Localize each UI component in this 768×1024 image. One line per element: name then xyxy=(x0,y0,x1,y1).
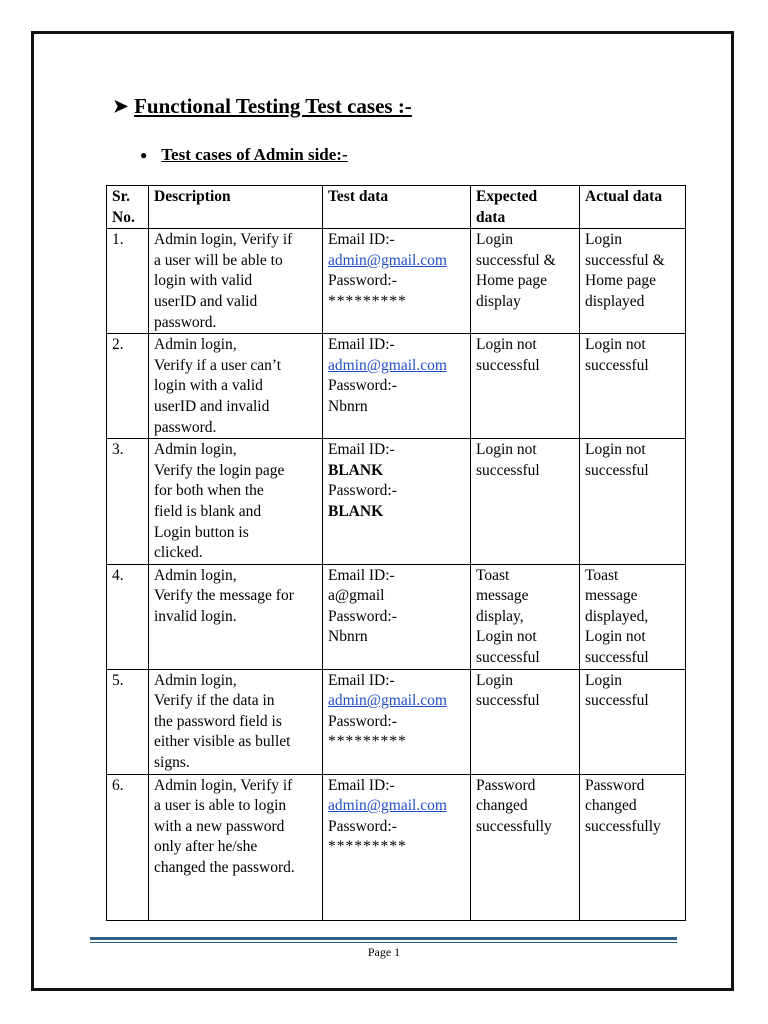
subsection-heading xyxy=(140,145,348,165)
table-header-row xyxy=(107,186,686,229)
arrow-bullet-icon: ➤ xyxy=(113,96,129,116)
table-row xyxy=(107,229,686,334)
email-link[interactable]: admin@gmail.com xyxy=(328,797,447,815)
cell-expected-data: Password changed successfully xyxy=(471,774,580,920)
cell-actual-data: Login not successful xyxy=(580,439,686,565)
table-row xyxy=(107,334,686,439)
cell-test-data: Email ID:- admin@gmail.com Password:- ********* xyxy=(323,669,471,774)
section-heading xyxy=(113,94,412,119)
cell-expected-data: Login successful xyxy=(471,669,580,774)
cell-expected-data: Login not successful xyxy=(471,439,580,565)
cell-description: Admin login, Verify if a user is able to login with a new password only after he/she changed the password. xyxy=(149,774,323,920)
cell-description: Admin login, Verify the message for invalid login. xyxy=(149,564,323,669)
masked-password: ********* xyxy=(328,733,407,751)
cell-test-data: Email ID:- BLANK Password:- BLANK xyxy=(323,439,471,565)
email-link[interactable]: admin@gmail.com xyxy=(328,251,447,269)
cell-actual-data: Login successful & Home page displayed xyxy=(580,229,686,334)
test-cases-table xyxy=(106,185,686,921)
cell-sr-no: 3. xyxy=(107,439,149,565)
cell-expected-data: Login not successful xyxy=(471,334,580,439)
cell-test-data: Email ID:- admin@gmail.com Password:- Nbnrn xyxy=(323,334,471,439)
footer-divider-thick xyxy=(90,937,677,940)
page-number: Page 1 xyxy=(367,945,401,959)
email-link[interactable]: admin@gmail.com xyxy=(328,692,447,710)
header-actual-data: Actual data xyxy=(580,186,686,229)
footer-divider-thin xyxy=(90,942,677,943)
cell-test-data: Email ID:- admin@gmail.com Password:- ********* xyxy=(323,774,471,920)
cell-description: Admin login, Verify the login page for both when the field is blank and Login button is clicked. xyxy=(149,439,323,565)
cell-test-data: Email ID:- a@gmail Password:- Nbnrn xyxy=(323,564,471,669)
header-sr-no: Sr. No. xyxy=(107,186,149,229)
header-expected-data: Expected data xyxy=(471,186,580,229)
table-row xyxy=(107,774,686,920)
cell-actual-data: Toast message displayed, Login not successful xyxy=(580,564,686,669)
cell-test-data: Email ID:- admin@gmail.com Password:- ********* xyxy=(323,229,471,334)
cell-description: Admin login, Verify if a user can’t login with a valid userID and invalid password. xyxy=(149,334,323,439)
masked-password: ********* xyxy=(328,292,407,310)
cell-expected-data: Toast message display, Login not successful xyxy=(471,564,580,669)
cell-actual-data: Login not successful xyxy=(580,334,686,439)
cell-sr-no: 5. xyxy=(107,669,149,774)
cell-expected-data: Login successful & Home page display xyxy=(471,229,580,334)
cell-actual-data: Login successful xyxy=(580,669,686,774)
cell-sr-no: 6. xyxy=(107,774,149,920)
cell-description: Admin login, Verify if a user will be able to login with valid userID and valid password. xyxy=(149,229,323,334)
subsection-heading-text: Test cases of Admin side:- xyxy=(161,145,348,164)
header-description: Description xyxy=(149,186,323,229)
table-row xyxy=(107,564,686,669)
masked-password: ********* xyxy=(328,838,407,856)
email-link[interactable]: admin@gmail.com xyxy=(328,356,447,374)
round-bullet-icon: ● xyxy=(140,147,148,162)
cell-sr-no: 1. xyxy=(107,229,149,334)
cell-sr-no: 4. xyxy=(107,564,149,669)
header-test-data: Test data xyxy=(323,186,471,229)
cell-description: Admin login, Verify if the data in the password field is either visible as bullet signs. xyxy=(149,669,323,774)
section-heading-text: Functional Testing Test cases :- xyxy=(134,94,412,118)
table-row xyxy=(107,439,686,565)
table-row xyxy=(107,669,686,774)
cell-actual-data: Password changed successfully xyxy=(580,774,686,920)
cell-sr-no: 2. xyxy=(107,334,149,439)
